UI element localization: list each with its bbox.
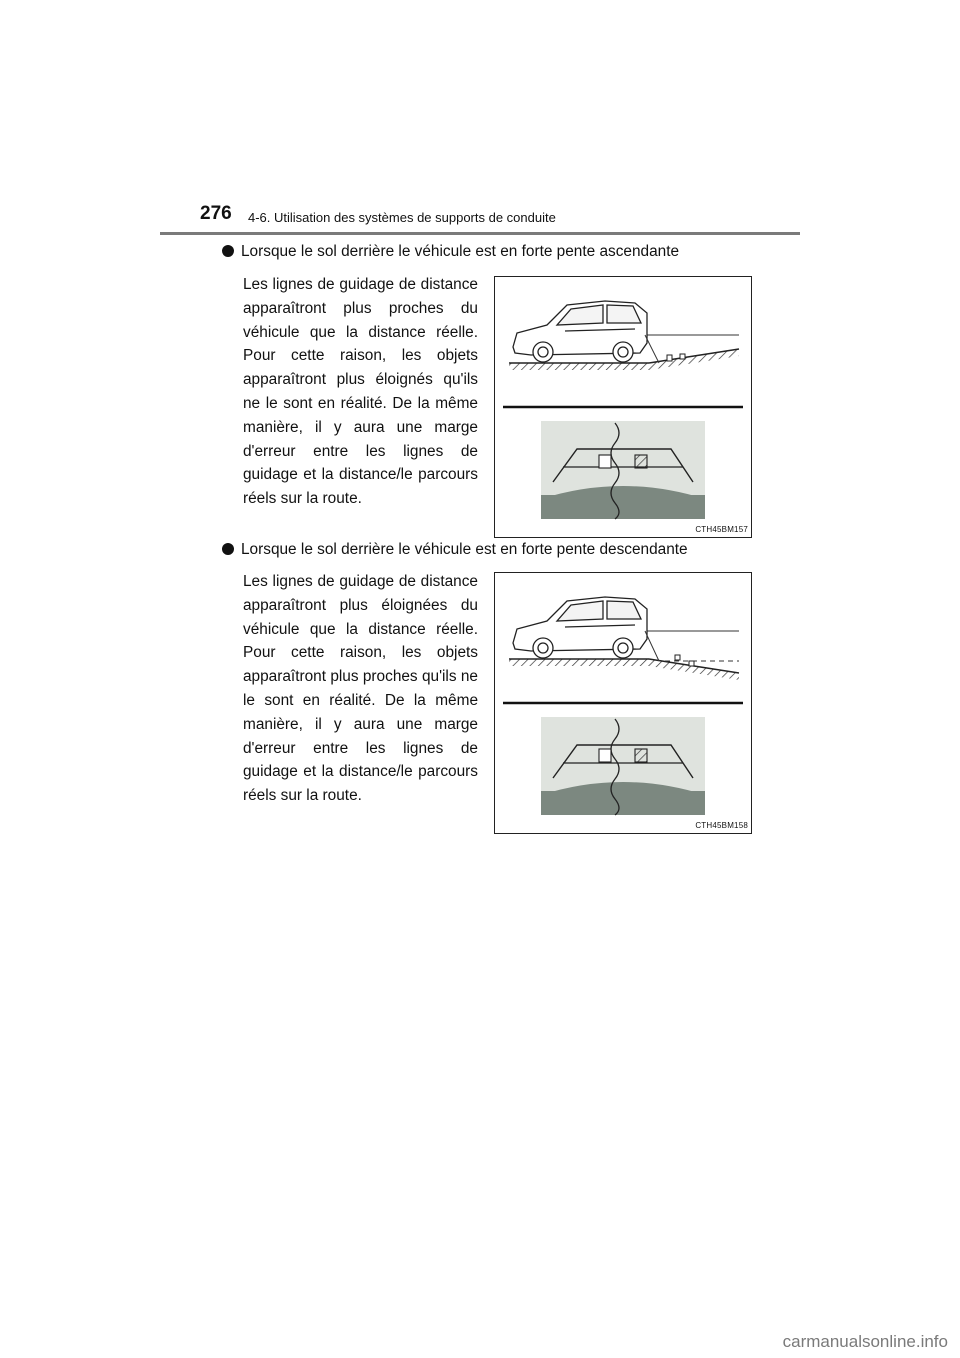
bullet-item-downhill [222, 541, 688, 559]
figure-code: CTH45BM158 [695, 821, 748, 830]
figure-downhill [494, 572, 752, 834]
car-icon [513, 301, 647, 362]
downhill-illustration [495, 573, 751, 833]
watermark: carmanualsonline.info [782, 1332, 948, 1351]
slope-hatch [649, 349, 739, 370]
page-number: 276 [200, 203, 232, 224]
paragraph-downhill: Les lignes de guidage de distance apparaîtront plus éloignées du véhicule que la distance réelle. Pour cette raison, les objets apparaîtront plus proches qu'ils ne le sont en réalité. De la même manière, il y aura une marge d'erreur entre les lignes de guidage et la distance/le parcours réels sur la route. [243, 573, 478, 805]
figure-uphill [494, 276, 752, 538]
uphill-illustration [495, 277, 751, 537]
ground-hatch [509, 659, 649, 666]
bullet-dot-icon [222, 543, 234, 555]
figure-code: CTH45BM157 [695, 525, 748, 534]
car-icon [513, 597, 647, 658]
header-rule [160, 232, 800, 235]
ground-hatch [509, 363, 649, 370]
section-title: 4-6. Utilisation des systèmes de supports de conduite [248, 210, 556, 225]
bullet-item-uphill [222, 243, 679, 261]
bullet-text: Lorsque le sol derrière le véhicule est en forte pente descendante [241, 541, 688, 558]
bullet-text: Lorsque le sol derrière le véhicule est en forte pente ascendante [241, 243, 680, 260]
paragraph-uphill: Les lignes de guidage de distance apparaîtront plus proches du véhicule que la distance réelle. Pour cette raison, les objets apparaîtront plus éloignés qu'ils ne le sont en réalité. De la même manière, il y aura une marge d'erreur entre les lignes de guidage et la distance/le parcours réels sur la route. [243, 276, 478, 508]
bullet-dot-icon [222, 245, 234, 257]
